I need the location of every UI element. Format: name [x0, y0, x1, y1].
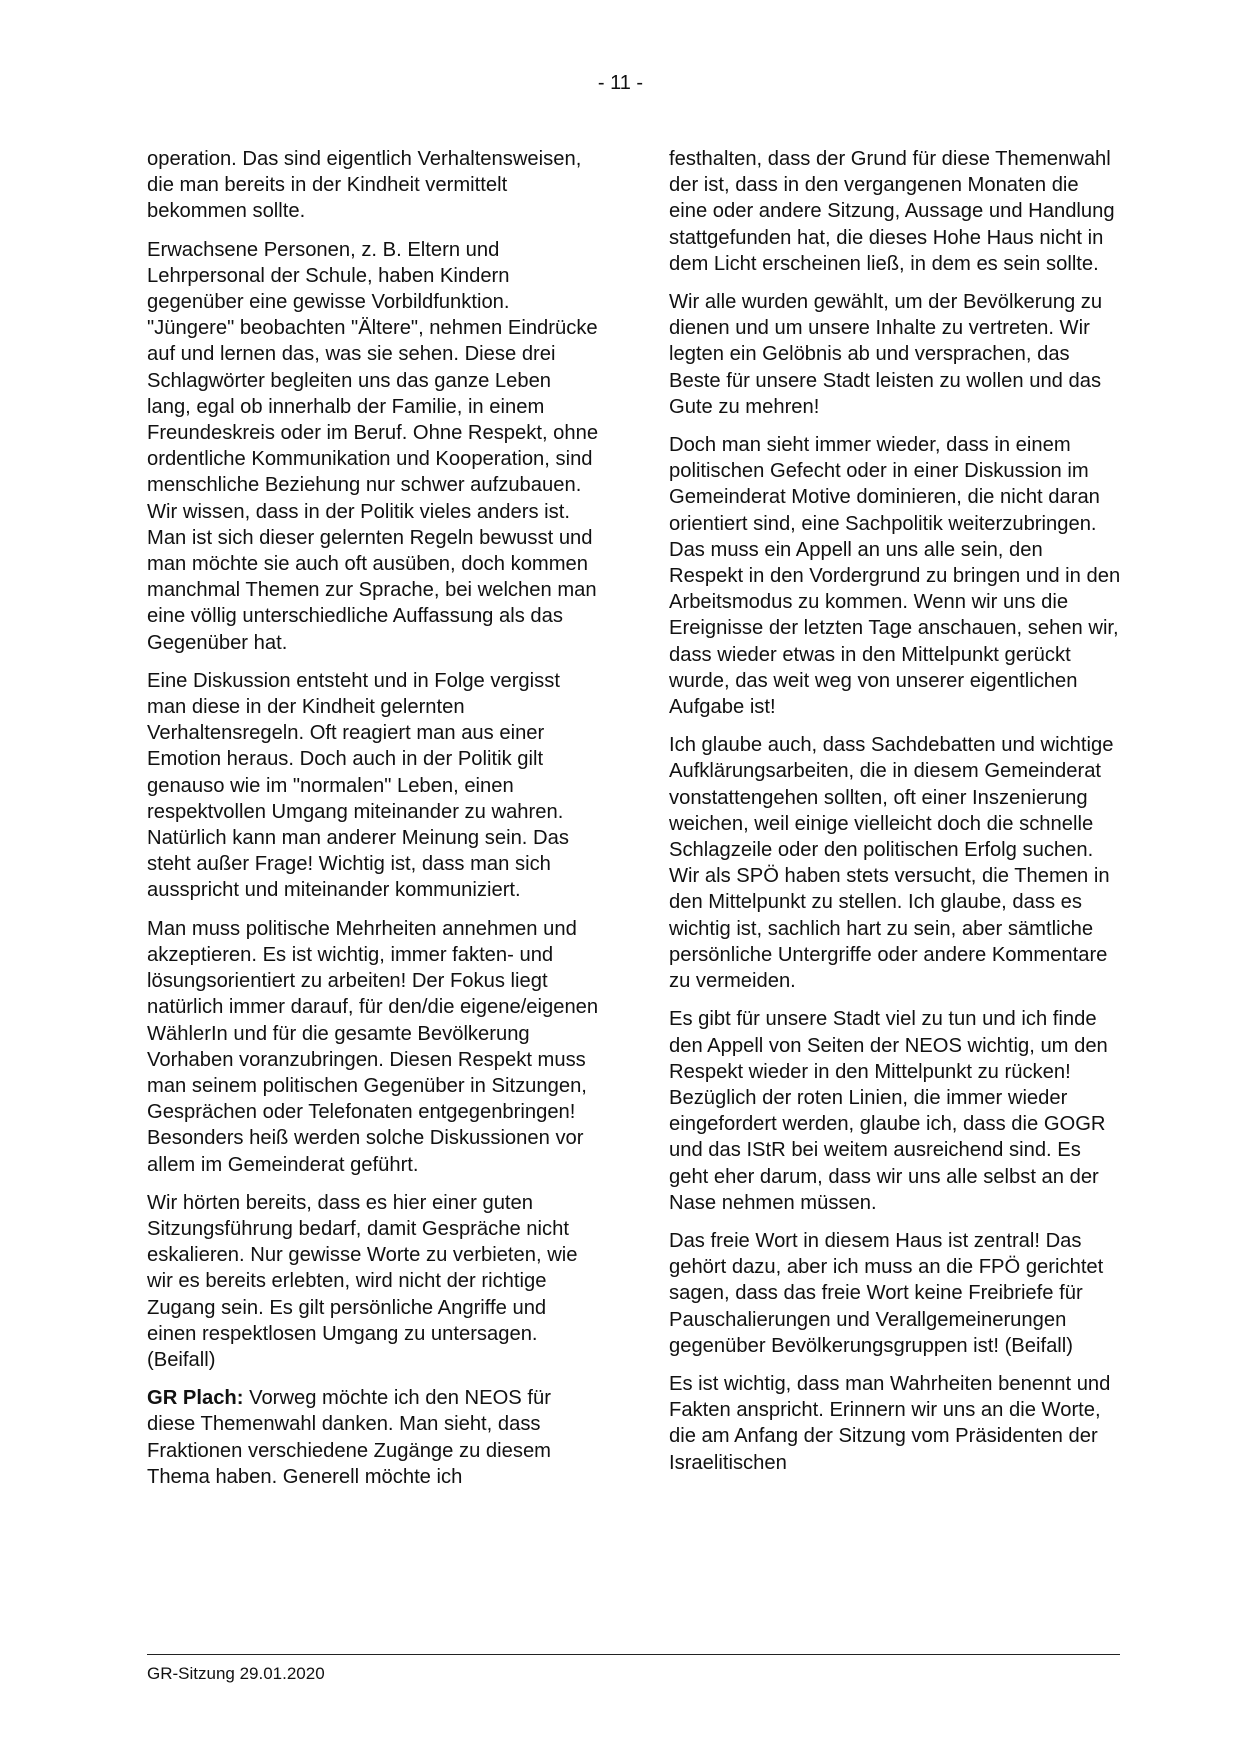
right-column: [669, 146, 1121, 1488]
paragraph: Erwachsene Personen, z. B. Eltern und Lehrpersonal der Schule, haben Kindern gegenüber eine gewisse Vorbildfunktion. "Jüngere" beobachten "Ältere", nehmen Eindrücke auf und lernen das, was sie sehen. Diese drei Schlagwörter begleiten uns das ganze Leben lang, egal ob innerhalb der Familie, in einem Freundeskreis oder im Beruf. Ohne Respekt, ohne ordentliche Kommunikation und Kooperation, sind menschliche Beziehung nur schwer aufzubauen. Wir wissen, dass in der Politik vieles anders ist. Man ist sich dieser gelernten Regeln bewusst und man möchte sie auch oft ausüben, doch kommen manchmal Themen zur Sprache, bei welchen man eine völlig unterschiedliche Auffassung als das Gegenüber hat.: [147, 238, 599, 654]
footer-divider: [147, 1654, 1120, 1655]
paragraph: Wir alle wurden gewählt, um der Bevölkerung zu dienen und um unsere Inhalte zu vertreten. Wir legten ein Gelöbnis ab und versprachen, das Beste für unsere Stadt leisten zu wollen und das Gute zu mehren!: [669, 291, 1103, 418]
paragraph: operation. Das sind eigentlich Verhaltensweisen, die man bereits in der Kindheit vermittelt bekommen sollte.: [147, 148, 582, 223]
page-number: - 11 -: [597, 72, 644, 94]
speaker-paragraph: [147, 1385, 599, 1490]
speaker-name: GR Plach:: [147, 1387, 244, 1410]
paragraph: Doch man sieht immer wieder, dass in einem politischen Gefecht oder in einer Diskussion im Gemeinderat Motive dominieren, die nicht daran orientiert sind, eine Sachpolitik weiterzubringen. Das muss ein Appell an uns alle sein, den Respekt in den Vordergrund zu bringen und in den Arbeitsmodus zu kommen. Wenn wir uns die Ereignisse der letzten Tage anschauen, sehen wir, dass wieder etwas in den Mittelpunkt gerückt wurde, das weit weg von unserer eigentlichen Aufgabe ist!: [669, 434, 1121, 719]
footer-session-label: GR-Sitzung 29.01.2020: [147, 1664, 325, 1683]
paragraph: Eine Diskussion entsteht und in Folge vergisst man diese in der Kindheit gelernten Verhaltensregeln. Oft reagiert man aus einer Emotion heraus. Doch auch in der Politik gilt genauso wie im "normalen" Leben, einen respektvollen Umgang miteinander zu wahren. Natürlich kann man anderer Meinung sein. Das steht außer Frage! Wichtig ist, dass man sich ausspricht und miteinander kommuniziert.: [147, 669, 569, 902]
paragraph: festhalten, dass der Grund für diese Themenwahl der ist, dass in den vergangenen Monaten die eine oder andere Sitzung, Aussage und Handlung stattgefunden hat, die dieses Hohe Haus nicht in dem Licht erscheinen ließ, in dem es sein sollte.: [669, 148, 1115, 275]
paragraph: Es gibt für unsere Stadt viel zu tun und ich finde den Appell von Seiten der NEOS wichtig, um den Respekt wieder in den Mittelpunkt zu rücken! Bezüglich der roten Linien, die immer wieder eingefordert werden, glaube ich, dass die GOGR und das IStR bei weitem ausreichend sind. Es geht eher darum, dass wir uns alle selbst an der Nase nehmen müssen.: [669, 1008, 1108, 1214]
paragraph: Das freie Wort in diesem Haus ist zentral! Das gehört dazu, aber ich muss an die FPÖ gerichtet sagen, dass das freie Wort keine Freibriefe für Pauschalierungen und Verallgemeinerungen gegenüber Bevölkerungsgruppen ist! (Beifall): [669, 1229, 1104, 1357]
paragraph: Man muss politische Mehrheiten annehmen und akzeptieren. Es ist wichtig, immer fakten- und lösungsorientiert zu arbeiten! Der Fokus liegt natürlich immer darauf, für den/die eigene/eigenen WählerIn und für die gesamte Bevölkerung Vorhaben voranzubringen. Diesen Respekt muss man seinem politischen Gegenüber in Sitzungen, Gesprächen oder Telefonaten entgegenbringen! Besonders heiß werden solche Diskussionen vor allem im Gemeinderat geführt.: [147, 917, 599, 1176]
speaker-text: Vorweg möchte ich den NEOS für diese Themenwahl danken. Man sieht, dass Fraktionen verschiedene Zugänge zu diesem Thema haben. Generell möchte ich: [147, 1387, 551, 1488]
left-column: [147, 146, 599, 1502]
paragraph: Es ist wichtig, dass man Wahrheiten benennt und Fakten anspricht. Erinnern wir uns an die Worte, die am Anfang der Sitzung vom Präsidenten der Israelitischen: [669, 1372, 1111, 1474]
paragraph: Ich glaube auch, dass Sachdebatten und wichtige Aufklärungsarbeiten, die in diesem Gemeinderat vonstattengehen sollten, oft einer Inszenierung weichen, weil einige vielleicht doch die schnelle Schlagzeile oder den politischen Erfolg suchen. Wir als SPÖ haben stets versucht, die Themen in den Mittelpunkt zu stellen. Ich glaube, dass es wichtig ist, sachlich hart zu sein, aber sämtliche persönliche Untergriffe oder andere Kommentare zu vermeiden.: [669, 734, 1114, 993]
paragraph: Wir hörten bereits, dass es hier einer guten Sitzungsführung bedarf, damit Gespräche nicht eskalieren. Nur gewisse Worte zu verbieten, wie wir es bereits erlebten, wird nicht der richtige Zugang sein. Es gilt persönliche Angriffe und einen respektlosen Umgang zu untersagen. (Beifall): [147, 1191, 578, 1371]
